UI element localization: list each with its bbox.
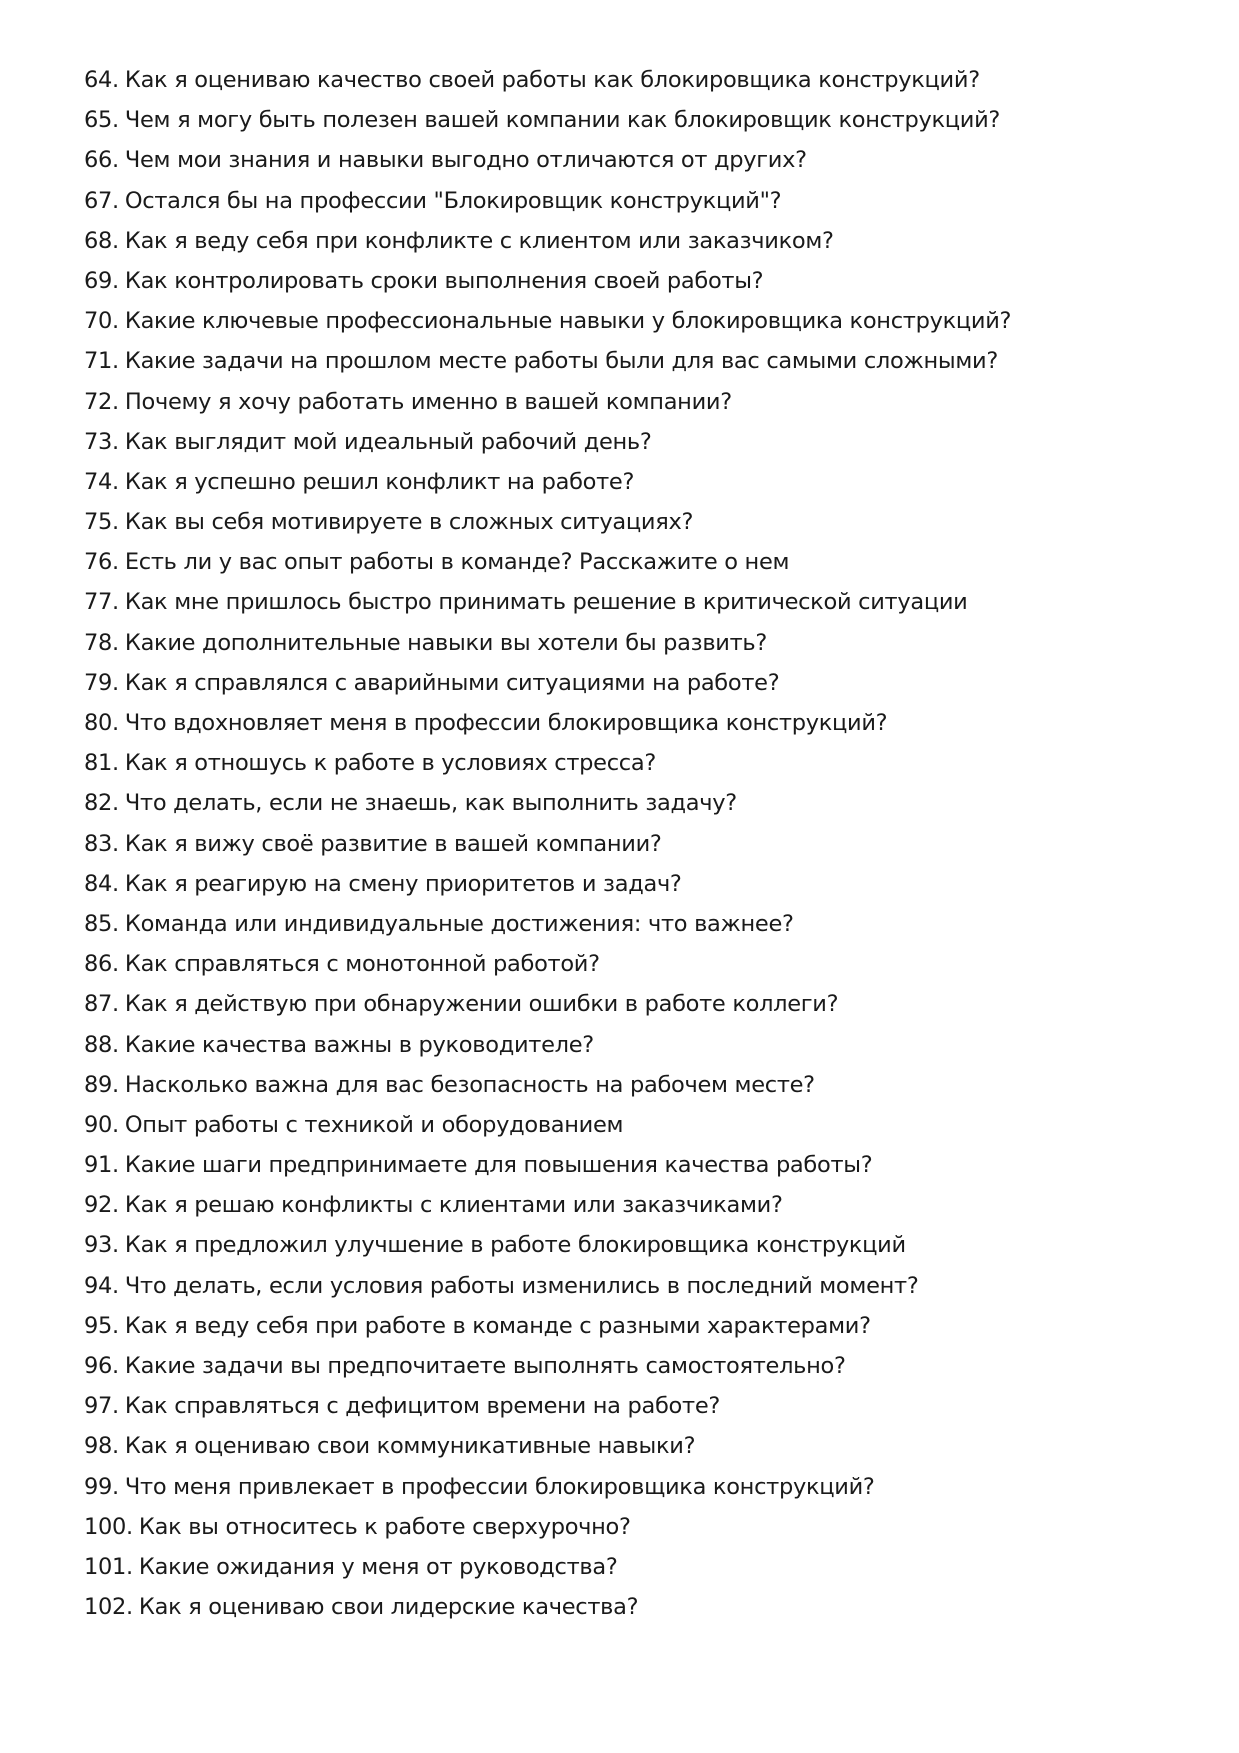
question-text: Остался бы на профессии "Блокировщик конструкций"?: [124, 187, 782, 214]
question-item: [84, 1507, 1011, 1547]
question-number: 80.: [84, 710, 119, 736]
question-number: 97.: [84, 1393, 119, 1420]
question-text: Чем я могу быть полезен вашей компании как блокировщик конструкций?: [124, 107, 1001, 134]
question-text: Какие ожидания у меня от руководства?: [138, 1553, 618, 1580]
question-number: 93.: [84, 1232, 119, 1259]
question-number: 67.: [84, 187, 119, 214]
question-number: 95.: [84, 1312, 119, 1339]
question-text: Что вдохновляет меня в профессии блокировщика конструкций?: [124, 710, 888, 736]
question-item: [84, 1225, 1011, 1265]
question-item: [84, 100, 1011, 140]
question-text: Как я оцениваю свои коммуникативные навыки?: [124, 1433, 696, 1460]
question-number: 89.: [84, 1071, 119, 1098]
question-text: Как вы относитесь к работе сверхурочно?: [138, 1513, 631, 1540]
question-item: [84, 221, 1011, 261]
question-number: 92.: [84, 1192, 119, 1219]
question-item: [84, 462, 1011, 502]
question-number: 79.: [84, 669, 119, 696]
question-item: [84, 1065, 1011, 1105]
question-number: 85.: [84, 910, 119, 937]
question-text: Как я успешно решил конфликт на работе?: [124, 468, 635, 495]
question-text: Как я оцениваю качество своей работы как блокировщика конструкций?: [124, 67, 980, 93]
question-number: 66.: [84, 147, 119, 174]
question-text: Как я действую при обнаружении ошибки в работе коллеги?: [124, 991, 839, 1018]
question-text: Как справляться с монотонной работой?: [124, 951, 600, 978]
question-item: [84, 1266, 1011, 1306]
question-number: 68.: [84, 227, 119, 254]
question-number: 64.: [84, 67, 119, 93]
question-item: [84, 1025, 1011, 1065]
question-item: [84, 261, 1011, 301]
question-number: 77.: [84, 589, 119, 616]
question-item: [84, 824, 1011, 864]
question-number: 98.: [84, 1433, 119, 1460]
question-number: 69.: [84, 267, 119, 294]
question-text: Как я решаю конфликты с клиентами или заказчиками?: [124, 1192, 783, 1219]
question-item: [84, 783, 1011, 823]
question-text: Что делать, если не знаешь, как выполнить задачу?: [124, 790, 737, 817]
question-number: 91.: [84, 1152, 119, 1179]
question-text: Насколько важна для вас безопасность на рабочем месте?: [124, 1071, 815, 1098]
question-text: Какие качества важны в руководителе?: [124, 1031, 594, 1058]
question-number: 81.: [84, 750, 119, 777]
question-number: 100.: [84, 1513, 133, 1540]
question-text: Как я оцениваю свои лидерские качества?: [138, 1594, 639, 1621]
question-item: [84, 743, 1011, 783]
question-text: Как мне пришлось быстро принимать решение в критической ситуации: [124, 589, 968, 616]
question-item: [84, 1426, 1011, 1466]
question-item: [84, 502, 1011, 542]
question-text: Как выглядит мой идеальный рабочий день?: [124, 428, 652, 455]
question-item: [84, 140, 1011, 180]
question-number: 78.: [84, 629, 119, 656]
question-number: 70.: [84, 308, 119, 335]
question-item: [84, 623, 1011, 663]
question-text: Какие шаги предпринимаете для повышения качества работы?: [124, 1152, 873, 1179]
question-number: 71.: [84, 348, 119, 375]
question-text: Какие задачи на прошлом месте работы были для вас самыми сложными?: [124, 348, 998, 375]
question-item: [84, 1547, 1011, 1587]
question-item: [84, 542, 1011, 582]
question-number: 102.: [84, 1594, 133, 1621]
question-number: 76.: [84, 549, 119, 576]
question-number: 96.: [84, 1353, 119, 1379]
question-item: [84, 1346, 1011, 1386]
question-text: Как справляться с дефицитом времени на работе?: [124, 1393, 721, 1420]
question-text: Как я реагирую на смену приоритетов и задач?: [124, 870, 682, 897]
question-item: [84, 864, 1011, 904]
question-text: Как я предложил улучшение в работе блокировщика конструкций: [124, 1232, 906, 1259]
question-text: Что меня привлекает в профессии блокировщика конструкций?: [124, 1473, 875, 1500]
question-item: [84, 904, 1011, 944]
question-number: 75.: [84, 509, 119, 536]
question-number: 94.: [84, 1272, 119, 1299]
question-text: Какие ключевые профессиональные навыки у блокировщика конструкций?: [124, 308, 1012, 335]
question-item: [84, 1587, 1011, 1627]
question-item: [84, 703, 1011, 743]
question-text: Как я веду себя при конфликте с клиентом или заказчиком?: [124, 227, 834, 254]
question-number: 101.: [84, 1553, 133, 1580]
question-text: Как я отношусь к работе в условиях стресса?: [124, 750, 656, 777]
question-number: 99.: [84, 1473, 119, 1500]
question-text: Как я справлялся с аварийными ситуациями на работе?: [124, 669, 780, 696]
question-item: [84, 382, 1011, 422]
question-number: 82.: [84, 790, 119, 817]
question-item: [84, 1306, 1011, 1346]
question-list: [84, 60, 1011, 1627]
question-number: 72.: [84, 388, 119, 415]
question-item: [84, 1386, 1011, 1426]
question-item: [84, 984, 1011, 1024]
question-item: [84, 422, 1011, 462]
question-text: Как я вижу своё развитие в вашей компании?: [124, 830, 662, 857]
question-item: [84, 1105, 1011, 1145]
question-number: 74.: [84, 468, 119, 495]
question-item: [84, 1185, 1011, 1225]
question-item: [84, 181, 1011, 221]
question-text: Опыт работы с техникой и оборудованием: [124, 1111, 624, 1138]
question-number: 84.: [84, 870, 119, 897]
question-item: [84, 60, 1011, 100]
question-item: [84, 341, 1011, 381]
question-item: [84, 1145, 1011, 1185]
question-item: [84, 1467, 1011, 1507]
question-text: Чем мои знания и навыки выгодно отличаются от других?: [124, 147, 807, 174]
question-text: Как вы себя мотивируете в сложных ситуациях?: [124, 509, 694, 536]
question-text: Команда или индивидуальные достижения: что важнее?: [124, 910, 794, 937]
question-text: Почему я хочу работать именно в вашей компании?: [124, 388, 732, 415]
question-number: 87.: [84, 991, 119, 1018]
question-text: Как я веду себя при работе в команде с разными характерами?: [124, 1312, 871, 1339]
question-text: Какие задачи вы предпочитаете выполнять самостоятельно?: [124, 1353, 846, 1379]
question-text: Есть ли у вас опыт работы в команде? Расскажите о нем: [124, 549, 790, 576]
question-text: Что делать, если условия работы изменились в последний момент?: [124, 1272, 919, 1299]
question-number: 90.: [84, 1111, 119, 1138]
question-item: [84, 301, 1011, 341]
question-number: 65.: [84, 107, 119, 134]
question-item: [84, 663, 1011, 703]
question-text: Какие дополнительные навыки вы хотели бы развить?: [124, 629, 768, 656]
question-number: 86.: [84, 951, 119, 978]
question-number: 73.: [84, 428, 119, 455]
question-number: 83.: [84, 830, 119, 857]
question-item: [84, 582, 1011, 622]
question-item: [84, 944, 1011, 984]
question-text: Как контролировать сроки выполнения своей работы?: [124, 267, 764, 294]
question-number: 88.: [84, 1031, 119, 1058]
